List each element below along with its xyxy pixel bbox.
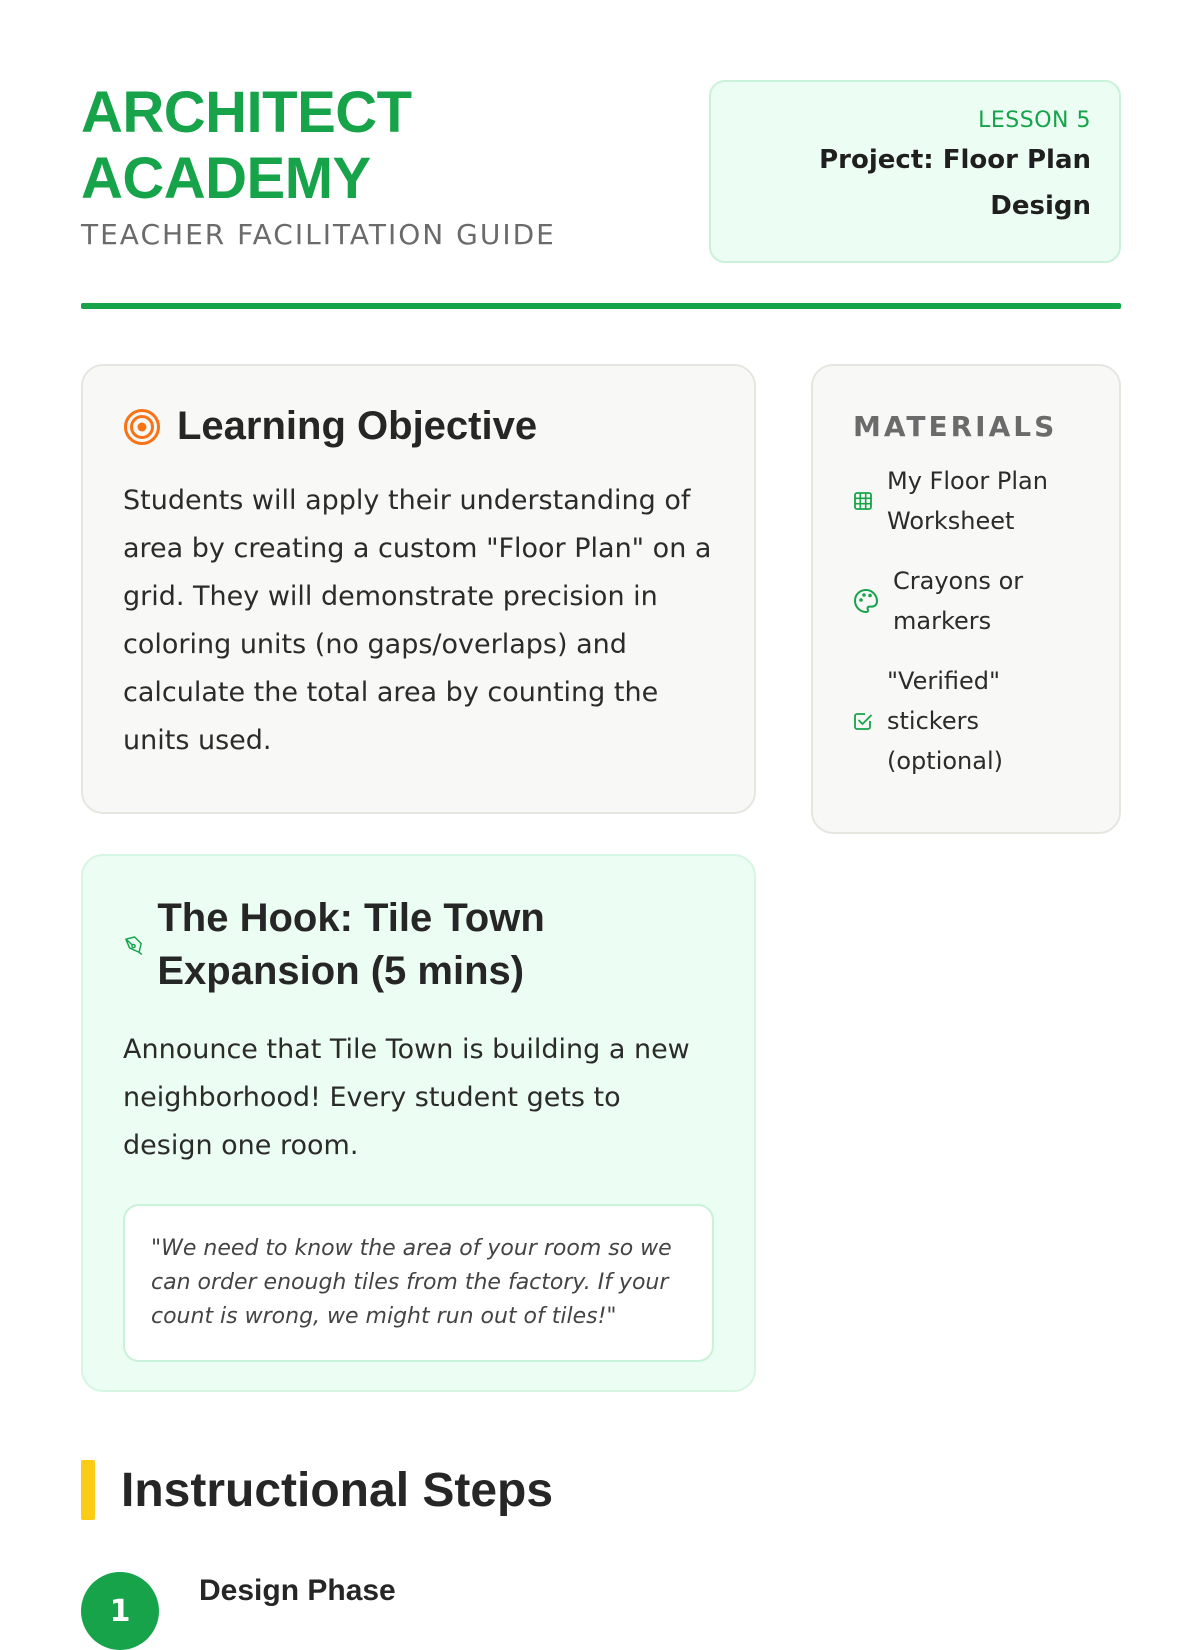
materials-title: MATERIALS (853, 410, 1058, 443)
brand-title (81, 80, 556, 212)
step-item (81, 1572, 396, 1650)
material-label: "Verified" stickers (optional) (887, 667, 1003, 775)
guide-subtitle: TEACHER FACILITATION GUIDE (81, 218, 556, 251)
header (81, 0, 1121, 310)
hook-body: Announce that Tile Town is building a new neighborhood! Every student gets to design one room. (123, 1034, 690, 1161)
steps-accent-bar (81, 1460, 95, 1520)
header-divider (81, 303, 1121, 309)
brand-title-line1: ARCHITECT (81, 80, 412, 145)
learning-objective-card (81, 364, 756, 814)
palette-icon (853, 588, 879, 614)
step-title: Design Phase (199, 1574, 396, 1607)
material-label: Crayons or markers (893, 567, 1024, 635)
hook-quote: "We need to know the area of your room so we can order enough tiles from the factory. If your count is wrong, we might run out of tiles!" (123, 1204, 714, 1362)
grid-icon (853, 491, 873, 511)
step-number-badge: 1 (81, 1572, 159, 1650)
materials-card (811, 364, 1121, 834)
list-item (853, 461, 1079, 541)
lesson-title-line1: Project: Floor Plan (819, 145, 1091, 175)
steps-section-header (81, 1460, 553, 1520)
objective-title: Learning Objective (177, 404, 538, 448)
guide-page (81, 0, 1121, 1629)
objective-body: Students will apply their understanding of area by creating a custom "Floor Plan" on a grid. They will demonstrate precision in coloring units (no gaps/overlaps) and calculate the total area by counting the units used. (123, 485, 712, 756)
materials-list (853, 461, 1079, 781)
lesson-badge (709, 80, 1121, 263)
target-icon (123, 408, 161, 446)
brand-title-line2: ACADEMY (81, 146, 371, 211)
hook-title: The Hook: Tile Town Expansion (5 mins) (157, 896, 545, 993)
check-square-icon (853, 711, 873, 731)
brand (81, 80, 556, 251)
hook-card (81, 854, 756, 1392)
hook-header (123, 892, 714, 998)
objective-header (123, 404, 714, 449)
list-item (853, 561, 1079, 641)
material-label: My Floor Plan Worksheet (887, 467, 1048, 535)
list-item (853, 661, 1079, 781)
lesson-title-line2: Design (990, 191, 1091, 221)
lesson-number: LESSON 5 (978, 108, 1091, 133)
lesson-title (739, 137, 1091, 229)
pen-icon (123, 931, 143, 959)
steps-heading: Instructional Steps (121, 1463, 554, 1517)
